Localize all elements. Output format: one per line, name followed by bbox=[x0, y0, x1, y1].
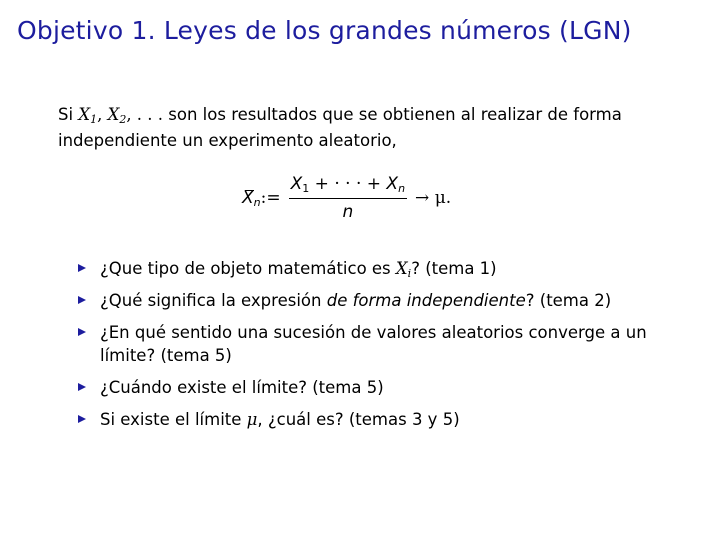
list-item: Si existe el límite μ, ¿cuál es? (temas 3 y 5) bbox=[78, 408, 678, 431]
fraction-denominator: n bbox=[342, 202, 354, 222]
assign-symbol: := bbox=[260, 188, 281, 208]
triangle-bullet-icon bbox=[78, 296, 86, 304]
intro-text-after: son los resultados que se obtienen al realizar de forma independiente un experimento aleatorio, bbox=[58, 105, 622, 150]
list-item: ¿En qué sentido una sucesión de valores aleatorios converge a un límite? (tema 5) bbox=[78, 321, 678, 367]
triangle-bullet-icon bbox=[78, 383, 86, 391]
list-item: ¿Cuándo existe el límite? (tema 5) bbox=[78, 376, 678, 399]
sample-mean-formula bbox=[242, 174, 451, 222]
triangle-bullet-icon bbox=[78, 264, 86, 272]
question-list bbox=[78, 257, 678, 440]
slide-title: Objetivo 1. Leyes de los grandes números (LGN) bbox=[17, 16, 632, 45]
list-item: ¿Qué significa la expresión de forma independiente? (tema 2) bbox=[78, 289, 678, 312]
sample-mean-symbol: $X_n$ bbox=[242, 188, 261, 209]
var-mu: μ bbox=[246, 410, 258, 429]
triangle-bullet-icon bbox=[78, 328, 86, 336]
list-item: ¿Que tipo de objeto matemático es $X_i$? (tema 1) bbox=[78, 257, 678, 280]
var-xi: $X_i$ bbox=[395, 259, 412, 280]
var-x1: $X_1$ bbox=[78, 105, 98, 126]
emphasis-text: de forma independiente bbox=[326, 291, 526, 310]
limit-arrow: → μ. bbox=[415, 188, 452, 208]
intro-paragraph bbox=[58, 102, 673, 154]
ellipsis: , . . . bbox=[126, 105, 164, 124]
var-x2: $X_2$ bbox=[107, 105, 127, 126]
fraction bbox=[289, 174, 407, 222]
separator: , bbox=[97, 105, 108, 124]
intro-text-before: Si bbox=[58, 105, 79, 124]
triangle-bullet-icon bbox=[78, 415, 86, 423]
fraction-numerator: $X_1$ + · · · + $X_n$ bbox=[289, 174, 407, 199]
